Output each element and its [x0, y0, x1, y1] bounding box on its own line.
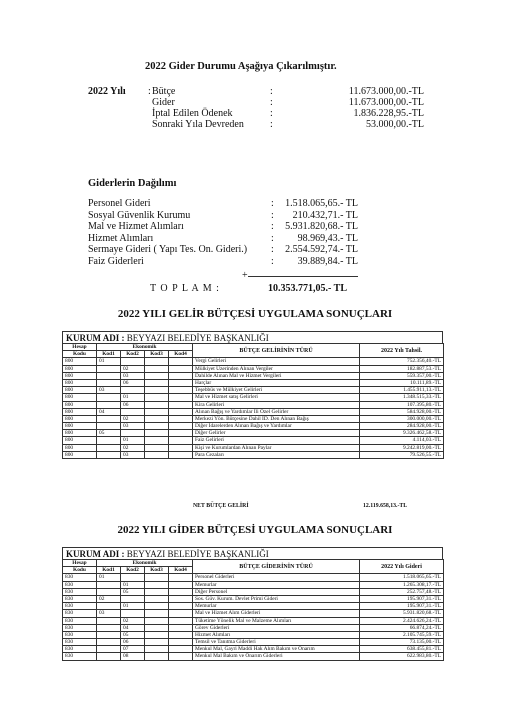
table-cell: [145, 610, 169, 617]
table-cell: [97, 603, 121, 610]
table-cell: [97, 394, 121, 401]
table-cell: Memurlar: [193, 603, 360, 610]
table-cell: 03: [97, 610, 121, 617]
distribution-row: [88, 210, 358, 221]
table-cell: [145, 387, 169, 394]
table-cell: 800: [63, 401, 97, 408]
table-cell: Personel Giderleri: [193, 574, 360, 581]
table-cell: [169, 617, 193, 624]
budget-row-amount: 11.673.000,00.-TL: [348, 86, 424, 97]
budget-row: [152, 86, 424, 97]
kod3-header: Kod3: [145, 351, 169, 358]
table-cell: Mal ve Hizmet Alım Giderleri: [193, 610, 360, 617]
expense-kurum-label: KURUM ADI :: [66, 549, 125, 559]
table-cell: 02: [121, 617, 145, 624]
budget-row-label: İptal Edilen Ödenek: [152, 108, 233, 119]
table-cell: [145, 408, 169, 415]
distribution-row-colon: :: [271, 256, 274, 267]
table-cell: 182.887,53.-TL: [360, 365, 444, 372]
table-cell: 03: [97, 387, 121, 394]
table-row: [63, 358, 444, 365]
table-cell: 02: [121, 365, 145, 372]
table-cell: [169, 646, 193, 653]
table-cell: 830: [63, 581, 97, 588]
table-row: [63, 617, 444, 624]
distribution-row-amount: 1.518.065,65.- TL: [285, 198, 358, 209]
table-cell: 02: [121, 444, 145, 451]
hesap-header: Hesap: [63, 560, 97, 567]
table-cell: 1.455.911,13.-TL: [360, 387, 444, 394]
table-cell: 830: [63, 624, 97, 631]
table-cell: [97, 437, 121, 444]
table-cell: 01: [97, 574, 121, 581]
table-cell: [145, 401, 169, 408]
table-cell: Menkul Mal Bakım ve Onarım Giderleri: [193, 653, 360, 660]
table-cell: 06: [121, 379, 145, 386]
total-amount: 10.353.771,05.- TL: [268, 283, 347, 294]
table-cell: [169, 437, 193, 444]
budget-year-label: 2022 Yılı: [88, 86, 126, 97]
table-cell: [169, 451, 193, 458]
distribution-row: [88, 198, 358, 209]
ekonomik-header: Ekonomik: [97, 344, 193, 351]
table-row: [63, 595, 444, 602]
table-cell: [169, 379, 193, 386]
distribution-row-label: Sosyal Güvenlik Kurumu: [88, 209, 191, 221]
table-cell: [145, 581, 169, 588]
distribution-row-label: Sermaye Gideri ( Yapı Tes. On. Gideri.): [88, 244, 248, 256]
table-cell: 830: [63, 588, 97, 595]
table-cell: [169, 610, 193, 617]
expense-kurum-name: BEYYAZI BELEDİYE BAŞKANLIĞI: [124, 549, 269, 559]
table-cell: [121, 358, 145, 365]
distribution-row: [88, 221, 358, 232]
table-cell: [121, 430, 145, 437]
table-cell: [169, 430, 193, 437]
table-cell: 04: [121, 624, 145, 631]
table-cell: Harçlar: [193, 379, 360, 386]
table-cell: 195.907,31.-TL: [360, 603, 444, 610]
budget-row-amount: 53.000,00.-TL: [365, 119, 424, 130]
table-cell: 1.265.308,17.-TL: [360, 581, 444, 588]
table-cell: [145, 372, 169, 379]
budget-row-colon: :: [270, 119, 273, 130]
table-cell: Dahilde Alınan Mal ve Hizmet Vergileri: [193, 372, 360, 379]
table-cell: [145, 451, 169, 458]
table-cell: [169, 358, 193, 365]
table-row: [63, 379, 444, 386]
table-cell: 800: [63, 430, 97, 437]
table-cell: 03: [121, 372, 145, 379]
kodu-header: Kodu: [63, 351, 97, 358]
budget-row-colon: :: [270, 86, 273, 97]
table-cell: 01: [121, 394, 145, 401]
table-cell: [121, 610, 145, 617]
income-title: 2022 YILI GELİR BÜTÇESİ UYGULAMA SONUÇLARI: [117, 308, 393, 320]
table-cell: 638.455,81.-TL: [360, 646, 444, 653]
turu-header: BÜTÇE GELİRİNİN TÜRÜ: [193, 344, 360, 358]
table-cell: [145, 415, 169, 422]
table-cell: [169, 387, 193, 394]
table-cell: 06: [121, 401, 145, 408]
table-row: [63, 394, 444, 401]
distribution-row-amount: 2.554.592,74.- TL: [285, 244, 358, 256]
distribution-row-colon: :: [271, 232, 274, 244]
gider-header: 2022 Yılı Gideri: [360, 560, 444, 574]
table-cell: [169, 365, 193, 372]
budget-block: [88, 86, 424, 146]
table-row: [63, 408, 444, 415]
distribution-row-label: Personel Gideri: [88, 198, 151, 209]
income-kurum-label: KURUM ADI :: [66, 333, 125, 343]
distribution-row-colon: :: [271, 198, 274, 209]
table-cell: Teşebbüs ve Mülkiyet Gelirleri: [193, 387, 360, 394]
table-cell: [169, 603, 193, 610]
table-cell: Diğer Personel: [193, 588, 360, 595]
table-cell: 02: [121, 415, 145, 422]
table-cell: 5.931.820,68.-TL: [360, 610, 444, 617]
table-cell: Diğer Gelirler: [193, 430, 360, 437]
table-cell: 300.000,00.-TL: [360, 415, 444, 422]
table-cell: 830: [63, 595, 97, 602]
table-cell: [97, 653, 121, 660]
table-cell: [145, 639, 169, 646]
table-cell: Memurlar: [193, 581, 360, 588]
table-cell: 800: [63, 451, 97, 458]
table-cell: [97, 444, 121, 451]
table-cell: Görev Giderleri: [193, 624, 360, 631]
table-cell: 800: [63, 387, 97, 394]
table-cell: [145, 624, 169, 631]
distribution-row-colon: :: [271, 221, 274, 233]
table-row: [63, 588, 444, 595]
table-cell: [169, 639, 193, 646]
table-cell: [169, 408, 193, 415]
table-cell: 1.518.065,65.-TL: [360, 574, 444, 581]
net-label: NET BÜTÇE GELİRİ: [193, 503, 249, 509]
turu-header: BÜTÇE GİDERİNİN TÜRÜ: [193, 560, 360, 574]
table-cell: 800: [63, 444, 97, 451]
table-cell: 04: [97, 408, 121, 415]
table-cell: [97, 631, 121, 638]
table-cell: 2.105.745,59.-TL: [360, 631, 444, 638]
table-cell: [97, 423, 121, 430]
table-cell: [169, 574, 193, 581]
table-row: [63, 610, 444, 617]
distribution-row-amount: 210.432,71.- TL: [292, 209, 358, 221]
table-cell: [97, 624, 121, 631]
kod3-header: Kod3: [145, 567, 169, 574]
table-cell: 800: [63, 394, 97, 401]
distribution-title: Giderlerin Dağılımı: [88, 178, 177, 189]
table-cell: [97, 372, 121, 379]
table-cell: 800: [63, 372, 97, 379]
kod4-header: Kod4: [169, 567, 193, 574]
table-row: [63, 653, 444, 660]
table-cell: [145, 358, 169, 365]
budget-row: [152, 119, 424, 130]
table-cell: [145, 365, 169, 372]
kod2-header: Kod2: [121, 567, 145, 574]
table-cell: [169, 423, 193, 430]
table-cell: Mülkiyet Üzerinden Alınan Vergiler: [193, 365, 360, 372]
distribution-row-amount: 39.889,84.- TL: [297, 256, 358, 267]
table-cell: [97, 365, 121, 372]
kod1-header: Kod1: [97, 567, 121, 574]
table-cell: 9.242.819,00.-TL: [360, 444, 444, 451]
table-cell: [169, 394, 193, 401]
table-cell: [145, 423, 169, 430]
table-cell: Kira Gelirleri: [193, 401, 360, 408]
table-cell: [169, 444, 193, 451]
table-cell: 752.356,40.-TL: [360, 358, 444, 365]
table-cell: 830: [63, 631, 97, 638]
table-cell: [121, 408, 145, 415]
table-cell: 195.907,31.-TL: [360, 595, 444, 602]
table-cell: [97, 379, 121, 386]
table-row: [63, 365, 444, 372]
budget-row-label: Bütçe: [152, 86, 176, 97]
plus-sign: +: [242, 270, 248, 281]
table-row: [63, 631, 444, 638]
table-row: [63, 581, 444, 588]
table-cell: 800: [63, 379, 97, 386]
table-cell: [97, 401, 121, 408]
table-cell: 05: [121, 588, 145, 595]
kod2-header: Kod2: [121, 351, 145, 358]
table-cell: [97, 451, 121, 458]
table-row: [63, 444, 444, 451]
table-cell: [169, 372, 193, 379]
table-cell: 800: [63, 437, 97, 444]
table-cell: 800: [63, 423, 97, 430]
expense-table-body: [63, 574, 444, 660]
table-cell: Hizmet Alımları: [193, 631, 360, 638]
table-cell: 08: [121, 653, 145, 660]
table-cell: Menkul Mal, Gayri Maddi Hak Alım Bakım ve Onarım: [193, 646, 360, 653]
table-cell: 10.111,89.-TL: [360, 379, 444, 386]
income-kurum: [62, 331, 443, 343]
sum-line: [248, 276, 358, 277]
table-cell: 01: [121, 603, 145, 610]
table-cell: [169, 631, 193, 638]
table-cell: 107.395,80.-TL: [360, 401, 444, 408]
table-cell: [97, 415, 121, 422]
budget-year-colon: :: [148, 86, 151, 97]
table-cell: 2.424.626,24.-TL: [360, 617, 444, 624]
table-cell: 06: [121, 639, 145, 646]
table-cell: 9.326.462,58.-TL: [360, 430, 444, 437]
table-cell: [169, 401, 193, 408]
table-cell: Vergi Gelirleri: [193, 358, 360, 365]
distribution-row-label: Faiz Giderleri: [88, 256, 144, 267]
table-row: [63, 574, 444, 581]
table-cell: 05: [121, 631, 145, 638]
budget-row-label: Gider: [152, 97, 175, 108]
table-cell: [121, 387, 145, 394]
table-row: [63, 646, 444, 653]
table-cell: [145, 574, 169, 581]
budget-row-amount: 1.836.228,95.-TL: [353, 108, 424, 119]
table-cell: [97, 588, 121, 595]
expense-title: 2022 YILI GİDER BÜTÇESİ UYGULAMA SONUÇLARI: [117, 524, 393, 536]
income-kurum-name: BEYYAZI BELEDİYE BAŞKANLIĞI: [124, 333, 269, 343]
table-cell: [169, 624, 193, 631]
table-cell: Alınan Bağış ve Yardımlar İli Özel Gelirler: [193, 408, 360, 415]
table-row: [63, 639, 444, 646]
budget-row-label: Sonraki Yıla Devreden: [152, 119, 244, 130]
table-cell: [169, 588, 193, 595]
table-cell: Mal ve Hizmet satış Gelirleri: [193, 394, 360, 401]
table-cell: Faiz Gelirleri: [193, 437, 360, 444]
table-cell: [169, 595, 193, 602]
ekonomik-header: Ekonomik: [97, 560, 193, 567]
table-cell: Sos. Güv. Kurum. Devlet Primi Gideri: [193, 595, 360, 602]
table-row: [63, 423, 444, 430]
table-cell: 1.348.515,33.-TL: [360, 394, 444, 401]
table-cell: 73.135,00.-TL: [360, 639, 444, 646]
table-cell: 800: [63, 408, 97, 415]
table-cell: 830: [63, 574, 97, 581]
table-cell: [145, 595, 169, 602]
table-cell: [97, 617, 121, 624]
total-label: T O P L A M :: [150, 283, 220, 294]
table-row: [63, 624, 444, 631]
expense-table: [62, 559, 444, 661]
distribution-row-colon: :: [271, 244, 274, 256]
table-cell: 66.874,24.-TL: [360, 624, 444, 631]
table-cell: [145, 653, 169, 660]
table-row: [63, 430, 444, 437]
income-table: [62, 343, 444, 459]
distribution-row-label: Mal ve Hizmet Alımları: [88, 221, 184, 233]
distribution-row: [88, 256, 358, 267]
table-cell: 03: [121, 423, 145, 430]
distribution-block: [88, 198, 388, 278]
kod4-header: Kod4: [169, 351, 193, 358]
table-cell: Para Cezaları: [193, 451, 360, 458]
table-cell: [169, 581, 193, 588]
table-cell: 800: [63, 365, 97, 372]
table-cell: [145, 588, 169, 595]
table-row: [63, 603, 444, 610]
distribution-row-colon: :: [271, 209, 274, 221]
table-cell: [169, 415, 193, 422]
budget-row-colon: :: [270, 108, 273, 119]
table-cell: Kişi ve Kurumlardan Alınan Paylar: [193, 444, 360, 451]
distribution-row-amount: 98.969,43.- TL: [297, 232, 358, 244]
table-cell: 800: [63, 415, 97, 422]
kodu-header: Kodu: [63, 567, 97, 574]
income-table-body: [63, 358, 444, 459]
table-cell: 05: [97, 430, 121, 437]
table-cell: [97, 581, 121, 588]
distribution-row-amount: 5.931.820,68.- TL: [285, 221, 358, 233]
table-cell: [145, 444, 169, 451]
table-row: [63, 401, 444, 408]
table-cell: Temsil ve Tanıtma Giderleri: [193, 639, 360, 646]
table-row: [63, 372, 444, 379]
table-cell: [145, 603, 169, 610]
table-row: [63, 437, 444, 444]
table-cell: [145, 379, 169, 386]
budget-row-amount: 11.673.000,00.-TL: [348, 97, 424, 108]
table-row: [63, 387, 444, 394]
table-cell: 252.757,48.-TL: [360, 588, 444, 595]
table-cell: 01: [121, 581, 145, 588]
table-cell: 79.526,55.-TL: [360, 451, 444, 458]
table-cell: 830: [63, 617, 97, 624]
table-cell: 800: [63, 358, 97, 365]
table-cell: [121, 574, 145, 581]
distribution-row: [88, 233, 358, 244]
table-row: [63, 415, 444, 422]
table-cell: [145, 394, 169, 401]
hesap-header: Hesap: [63, 344, 97, 351]
kod1-header: Kod1: [97, 351, 121, 358]
table-cell: 02: [97, 595, 121, 602]
table-cell: [169, 653, 193, 660]
table-cell: Merkezi Yön. Bütçesine Dahil İD. Den Alınan Bağış: [193, 415, 360, 422]
table-cell: [145, 646, 169, 653]
distribution-row-label: Hizmet Alımları: [88, 232, 154, 244]
table-row: [63, 451, 444, 458]
table-cell: 03: [121, 451, 145, 458]
table-cell: [145, 430, 169, 437]
expense-kurum: [62, 547, 443, 559]
budget-row: [152, 108, 424, 119]
table-cell: Diğer İdarelerden Alınan Bağış ve Yardımlar: [193, 423, 360, 430]
table-cell: 830: [63, 646, 97, 653]
table-cell: [97, 639, 121, 646]
table-cell: [97, 646, 121, 653]
table-cell: 284.928,00.-TL: [360, 423, 444, 430]
table-cell: 559.357,00.-TL: [360, 372, 444, 379]
header-title: 2022 Gider Durumu Aşağıya Çıkarılmıştır.: [145, 61, 337, 72]
tahsil-header: 2022 Yılı Tahsil.: [360, 344, 444, 358]
net-value: 12.119.658,13.-TL: [363, 503, 408, 509]
table-cell: 01: [97, 358, 121, 365]
table-cell: 4.114,03.-TL: [360, 437, 444, 444]
table-cell: [145, 437, 169, 444]
table-cell: Tüketime Yönelik Mal ve Malzeme Alımları: [193, 617, 360, 624]
table-cell: 584.928,00.-TL: [360, 408, 444, 415]
distribution-row: [88, 244, 358, 255]
table-cell: 830: [63, 653, 97, 660]
table-cell: 830: [63, 610, 97, 617]
table-cell: 830: [63, 639, 97, 646]
table-cell: 830: [63, 603, 97, 610]
table-cell: 622.983,80.-TL: [360, 653, 444, 660]
table-cell: [145, 617, 169, 624]
table-cell: [145, 631, 169, 638]
budget-row-colon: :: [270, 97, 273, 108]
table-cell: [121, 595, 145, 602]
table-cell: 01: [121, 437, 145, 444]
budget-row: [152, 97, 424, 108]
table-cell: 07: [121, 646, 145, 653]
